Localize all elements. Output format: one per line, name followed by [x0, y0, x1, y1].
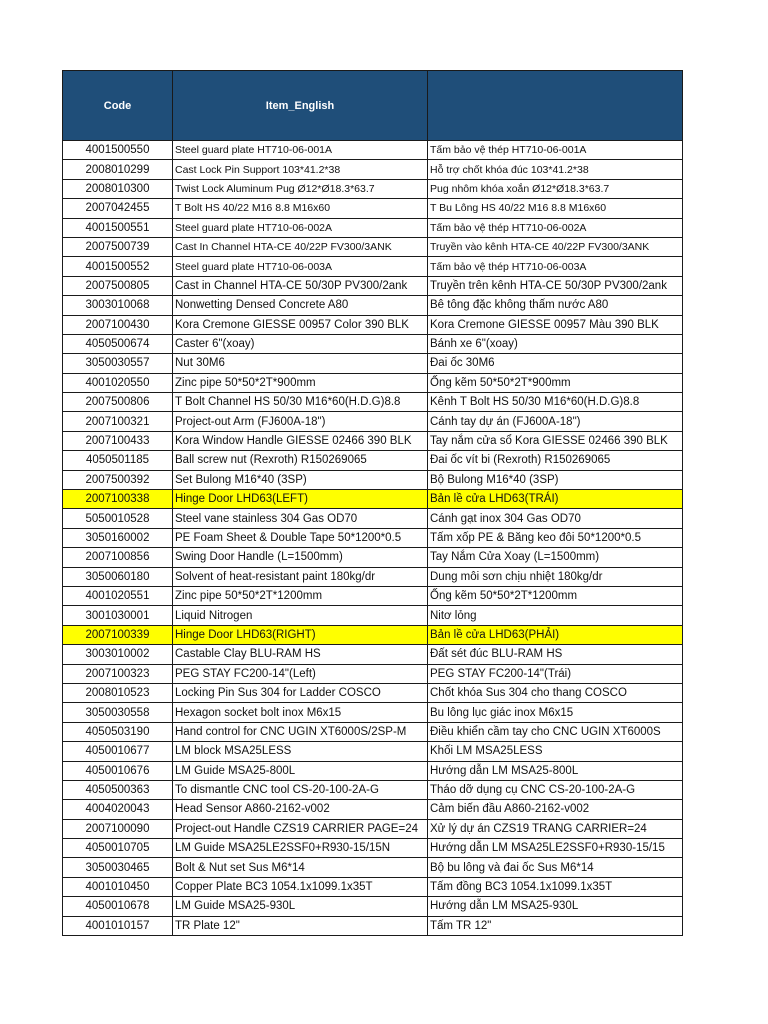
item-english-cell[interactable]: Solvent of heat-resistant paint 180kg/dr: [173, 567, 428, 586]
table-row[interactable]: [63, 761, 683, 780]
item-vietnamese-cell[interactable]: Tay Nắm Cửa Xoay (L=1500mm): [428, 548, 683, 567]
code-cell[interactable]: 2007100321: [63, 412, 173, 431]
table-row[interactable]: [63, 548, 683, 567]
column-header-code[interactable]: Code: [63, 71, 173, 141]
table-row[interactable]: [63, 412, 683, 431]
item-english-cell[interactable]: Twist Lock Aluminum Pug Ø12*Ø18.3*63.7: [173, 179, 428, 198]
table-row[interactable]: [63, 897, 683, 916]
item-english-cell[interactable]: Bolt & Nut set Sus M6*14: [173, 858, 428, 877]
table-row[interactable]: [63, 683, 683, 702]
code-cell[interactable]: 2007100323: [63, 664, 173, 683]
code-cell[interactable]: 4001500552: [63, 257, 173, 276]
code-cell[interactable]: 4001500550: [63, 141, 173, 160]
code-cell[interactable]: 2008010300: [63, 179, 173, 198]
table-row[interactable]: [63, 393, 683, 412]
table-row[interactable]: [63, 742, 683, 761]
table-row[interactable]: [63, 664, 683, 683]
item-english-cell[interactable]: Kora Window Handle GIESSE 02466 390 BLK: [173, 431, 428, 450]
item-english-cell[interactable]: Set Bulong M16*40 (3SP): [173, 470, 428, 489]
item-vietnamese-cell[interactable]: Truyền vào kênh HTA-CE 40/22P FV300/3ANK: [428, 237, 683, 256]
table-row[interactable]: [63, 528, 683, 547]
code-cell[interactable]: 2008010523: [63, 683, 173, 702]
item-vietnamese-cell[interactable]: Pug nhôm khóa xoắn Ø12*Ø18.3*63.7: [428, 179, 683, 198]
table-row[interactable]: [63, 800, 683, 819]
item-english-cell[interactable]: Hinge Door LHD63(LEFT): [173, 490, 428, 509]
item-vietnamese-cell[interactable]: Hỗ trợ chốt khóa đúc 103*41.2*38: [428, 160, 683, 179]
item-vietnamese-cell[interactable]: Tay nắm cửa sổ Kora GIESSE 02466 390 BLK: [428, 431, 683, 450]
item-english-cell[interactable]: Kora Cremone GIESSE 00957 Color 390 BLK: [173, 315, 428, 334]
item-english-cell[interactable]: Project-out Handle CZS19 CARRIER PAGE=24: [173, 819, 428, 838]
item-english-cell[interactable]: PE Foam Sheet & Double Tape 50*1200*0.5: [173, 528, 428, 547]
item-english-cell[interactable]: LM Guide MSA25-800L: [173, 761, 428, 780]
table-row[interactable]: [63, 606, 683, 625]
table-row[interactable]: [63, 160, 683, 179]
item-english-cell[interactable]: Nut 30M6: [173, 354, 428, 373]
item-vietnamese-cell[interactable]: Điều khiển cầm tay cho CNC UGIN XT6000S: [428, 722, 683, 741]
code-cell[interactable]: 5050010528: [63, 509, 173, 528]
item-english-cell[interactable]: TR Plate 12": [173, 916, 428, 935]
table-row[interactable]: [63, 257, 683, 276]
code-cell[interactable]: 4050500363: [63, 780, 173, 799]
item-english-cell[interactable]: Zinc pipe 50*50*2T*900mm: [173, 373, 428, 392]
table-row[interactable]: [63, 451, 683, 470]
table-row[interactable]: [63, 858, 683, 877]
table-row[interactable]: [63, 354, 683, 373]
item-vietnamese-cell[interactable]: Kora Cremone GIESSE 00957 Màu 390 BLK: [428, 315, 683, 334]
item-english-cell[interactable]: Caster 6"(xoay): [173, 334, 428, 353]
item-vietnamese-cell[interactable]: Bê tông đặc không thấm nước A80: [428, 296, 683, 315]
item-english-cell[interactable]: Steel guard plate HT710-06-002A: [173, 218, 428, 237]
item-english-cell[interactable]: Ball screw nut (Rexroth) R150269065: [173, 451, 428, 470]
table-row[interactable]: [63, 431, 683, 450]
item-vietnamese-cell[interactable]: Bánh xe 6"(xoay): [428, 334, 683, 353]
item-english-cell[interactable]: Cast Lock Pin Support 103*41.2*38: [173, 160, 428, 179]
item-english-cell[interactable]: Cast in Channel HTA-CE 50/30P PV300/2ank: [173, 276, 428, 295]
code-cell[interactable]: 3050160002: [63, 528, 173, 547]
table-row[interactable]: [63, 509, 683, 528]
code-cell[interactable]: 2007500806: [63, 393, 173, 412]
item-vietnamese-cell[interactable]: Truyền trên kênh HTA-CE 50/30P PV300/2ank: [428, 276, 683, 295]
code-cell[interactable]: 3003010068: [63, 296, 173, 315]
table-row[interactable]: [63, 276, 683, 295]
item-vietnamese-cell[interactable]: Ống kẽm 50*50*2T*900mm: [428, 373, 683, 392]
table-row[interactable]: [63, 141, 683, 160]
table-row[interactable]: [63, 315, 683, 334]
item-english-cell[interactable]: Copper Plate BC3 1054.1x1099.1x35T: [173, 877, 428, 896]
item-english-cell[interactable]: T Bolt Channel HS 50/30 M16*60(H.D.G)8.8: [173, 393, 428, 412]
code-cell[interactable]: 3050030557: [63, 354, 173, 373]
table-row[interactable]: [63, 916, 683, 935]
table-row[interactable]: [63, 218, 683, 237]
code-cell[interactable]: 4050010678: [63, 897, 173, 916]
code-cell[interactable]: 2007100856: [63, 548, 173, 567]
code-cell[interactable]: 4050500674: [63, 334, 173, 353]
item-english-cell[interactable]: Locking Pin Sus 304 for Ladder COSCO: [173, 683, 428, 702]
table-row[interactable]: [63, 334, 683, 353]
code-cell[interactable]: 4050010676: [63, 761, 173, 780]
table-row[interactable]: [63, 703, 683, 722]
table-row[interactable]: [63, 199, 683, 218]
table-row[interactable]: [63, 780, 683, 799]
item-table: [62, 70, 683, 936]
code-cell[interactable]: 3050030465: [63, 858, 173, 877]
item-vietnamese-cell[interactable]: Kênh T Bolt HS 50/30 M16*60(H.D.G)8.8: [428, 393, 683, 412]
code-cell[interactable]: 2007500392: [63, 470, 173, 489]
item-vietnamese-cell[interactable]: Cánh gạt inox 304 Gas OD70: [428, 509, 683, 528]
item-english-cell[interactable]: Liquid Nitrogen: [173, 606, 428, 625]
code-cell[interactable]: 2007042455: [63, 199, 173, 218]
item-vietnamese-cell[interactable]: Tấm bảo vệ thép HT710-06-002A: [428, 218, 683, 237]
item-english-cell[interactable]: Hinge Door LHD63(RIGHT): [173, 625, 428, 644]
item-vietnamese-cell[interactable]: Tấm đồng BC3 1054.1x1099.1x35T: [428, 877, 683, 896]
code-cell[interactable]: 3001030001: [63, 606, 173, 625]
table-row[interactable]: [63, 373, 683, 392]
code-cell[interactable]: 3003010002: [63, 645, 173, 664]
item-english-cell[interactable]: Castable Clay BLU-RAM HS: [173, 645, 428, 664]
code-cell[interactable]: 2007100090: [63, 819, 173, 838]
table-row[interactable]: [63, 877, 683, 896]
table-row[interactable]: [63, 645, 683, 664]
item-vietnamese-cell[interactable]: Cảm biến đầu A860-2162-v002: [428, 800, 683, 819]
item-vietnamese-cell[interactable]: Hướng dẫn LM MSA25-800L: [428, 761, 683, 780]
item-vietnamese-cell[interactable]: Khối LM MSA25LESS: [428, 742, 683, 761]
code-cell[interactable]: 4001010450: [63, 877, 173, 896]
code-cell[interactable]: 2007500805: [63, 276, 173, 295]
code-cell[interactable]: 2007500739: [63, 237, 173, 256]
item-vietnamese-cell[interactable]: Tháo dỡ dụng cụ CNC CS-20-100-2A-G: [428, 780, 683, 799]
code-cell[interactable]: 4001020551: [63, 586, 173, 605]
table-row[interactable]: [63, 586, 683, 605]
item-vietnamese-cell[interactable]: Hướng dẫn LM MSA25-930L: [428, 897, 683, 916]
header-row: [63, 71, 683, 141]
item-vietnamese-cell[interactable]: Đai ốc 30M6: [428, 354, 683, 373]
item-vietnamese-cell[interactable]: Dung môi sơn chịu nhiệt 180kg/dr: [428, 567, 683, 586]
item-english-cell[interactable]: T Bolt HS 40/22 M16 8.8 M16x60: [173, 199, 428, 218]
item-english-cell[interactable]: Steel vane stainless 304 Gas OD70: [173, 509, 428, 528]
item-vietnamese-cell[interactable]: Cánh tay dự án (FJ600A-18"): [428, 412, 683, 431]
item-vietnamese-cell[interactable]: Ống kẽm 50*50*2T*1200mm: [428, 586, 683, 605]
code-cell[interactable]: 4001010157: [63, 916, 173, 935]
item-vietnamese-cell[interactable]: Bộ Bulong M16*40 (3SP): [428, 470, 683, 489]
table-row[interactable]: [63, 296, 683, 315]
item-english-cell[interactable]: Project-out Arm (FJ600A-18"): [173, 412, 428, 431]
code-cell[interactable]: 2007100338: [63, 490, 173, 509]
table-row[interactable]: [63, 237, 683, 256]
item-english-cell[interactable]: Nonwetting Densed Concrete A80: [173, 296, 428, 315]
table-row[interactable]: [63, 179, 683, 198]
table-row[interactable]: [63, 490, 683, 509]
code-cell[interactable]: 4050010677: [63, 742, 173, 761]
item-vietnamese-cell[interactable]: Bu lông lục giác inox M6x15: [428, 703, 683, 722]
code-cell[interactable]: 4004020043: [63, 800, 173, 819]
item-english-cell[interactable]: Zinc pipe 50*50*2T*1200mm: [173, 586, 428, 605]
item-english-cell[interactable]: PEG STAY FC200-14"(Left): [173, 664, 428, 683]
code-cell[interactable]: 3050030558: [63, 703, 173, 722]
table-row[interactable]: [63, 839, 683, 858]
table-row[interactable]: [63, 625, 683, 644]
table-row[interactable]: [63, 470, 683, 489]
item-vietnamese-cell[interactable]: Đất sét đúc BLU-RAM HS: [428, 645, 683, 664]
item-vietnamese-cell[interactable]: Hướng dẫn LM MSA25LE2SSF0+R930-15/15: [428, 839, 683, 858]
item-vietnamese-cell[interactable]: Tấm bảo vệ thép HT710-06-003A: [428, 257, 683, 276]
item-english-cell[interactable]: Hexagon socket bolt inox M6x15: [173, 703, 428, 722]
item-vietnamese-cell[interactable]: Bản lề cửa LHD63(PHẢI): [428, 625, 683, 644]
item-vietnamese-cell[interactable]: Đai ốc vít bi (Rexroth) R150269065: [428, 451, 683, 470]
item-vietnamese-cell[interactable]: Tấm TR 12": [428, 916, 683, 935]
item-english-cell[interactable]: Steel guard plate HT710-06-003A: [173, 257, 428, 276]
item-vietnamese-cell[interactable]: Xử lý dự án CZS19 TRANG CARRIER=24: [428, 819, 683, 838]
item-vietnamese-cell[interactable]: PEG STAY FC200-14"(Trái): [428, 664, 683, 683]
item-english-cell[interactable]: Head Sensor A860-2162-v002: [173, 800, 428, 819]
item-vietnamese-cell[interactable]: Tấm bảo vệ thép HT710-06-001A: [428, 141, 683, 160]
code-cell[interactable]: 2008010299: [63, 160, 173, 179]
table-row[interactable]: [63, 819, 683, 838]
item-english-cell[interactable]: LM block MSA25LESS: [173, 742, 428, 761]
item-english-cell[interactable]: LM Guide MSA25-930L: [173, 897, 428, 916]
code-cell[interactable]: 4050503190: [63, 722, 173, 741]
column-header-item-vietnamese[interactable]: [428, 71, 683, 141]
code-cell[interactable]: 4050501185: [63, 451, 173, 470]
item-english-cell[interactable]: LM Guide MSA25LE2SSF0+R930-15/15N: [173, 839, 428, 858]
column-header-item-english[interactable]: Item_English: [173, 71, 428, 141]
code-cell[interactable]: 2007100339: [63, 625, 173, 644]
item-vietnamese-cell[interactable]: Chốt khóa Sus 304 cho thang COSCO: [428, 683, 683, 702]
item-vietnamese-cell[interactable]: Bản lề cửa LHD63(TRÁI): [428, 490, 683, 509]
code-cell[interactable]: 2007100430: [63, 315, 173, 334]
code-cell[interactable]: 4001500551: [63, 218, 173, 237]
code-cell[interactable]: 4050010705: [63, 839, 173, 858]
item-vietnamese-cell[interactable]: Bộ bu lông và đai ốc Sus M6*14: [428, 858, 683, 877]
code-cell[interactable]: 2007100433: [63, 431, 173, 450]
code-cell[interactable]: 3050060180: [63, 567, 173, 586]
item-english-cell[interactable]: To dismantle CNC tool CS-20-100-2A-G: [173, 780, 428, 799]
item-vietnamese-cell[interactable]: Nitơ lỏng: [428, 606, 683, 625]
item-english-cell[interactable]: Steel guard plate HT710-06-001A: [173, 141, 428, 160]
item-english-cell[interactable]: Swing Door Handle (L=1500mm): [173, 548, 428, 567]
table-row[interactable]: [63, 567, 683, 586]
item-vietnamese-cell[interactable]: Tấm xốp PE & Băng keo đôi 50*1200*0.5: [428, 528, 683, 547]
item-english-cell[interactable]: Hand control for CNC UGIN XT6000S/2SP-M: [173, 722, 428, 741]
item-english-cell[interactable]: Cast In Channel HTA-CE 40/22P FV300/3ANK: [173, 237, 428, 256]
item-vietnamese-cell[interactable]: T Bu Lông HS 40/22 M16 8.8 M16x60: [428, 199, 683, 218]
code-cell[interactable]: 4001020550: [63, 373, 173, 392]
table-row[interactable]: [63, 722, 683, 741]
